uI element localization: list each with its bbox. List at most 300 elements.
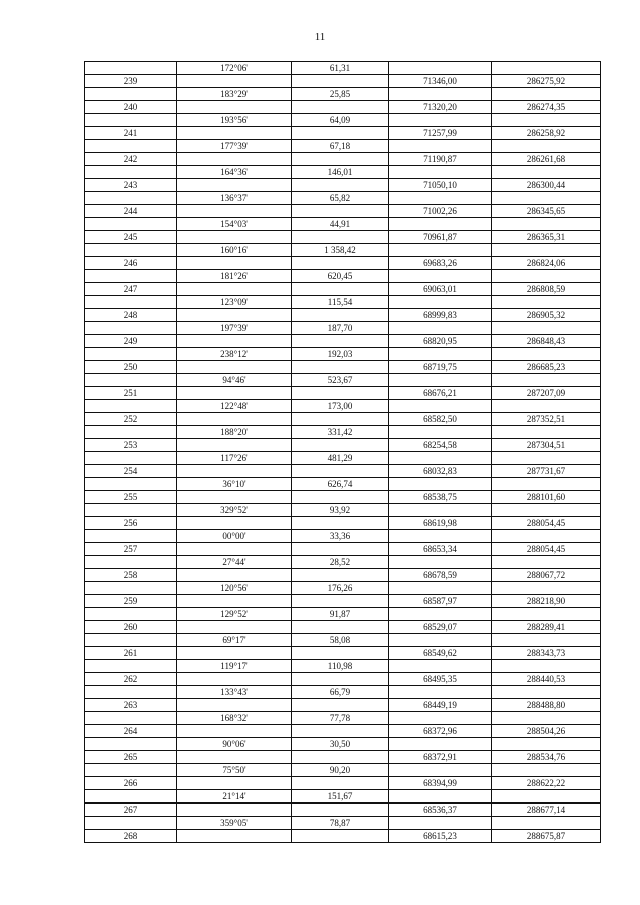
distance-cell	[292, 179, 389, 192]
bearing-cell: 168°32'	[177, 712, 292, 725]
x-coordinate-cell	[389, 817, 492, 830]
x-coordinate-cell: 70961,87	[389, 231, 492, 244]
x-coordinate-cell: 71190,87	[389, 153, 492, 166]
y-coordinate-cell	[492, 660, 601, 673]
table-row	[85, 62, 601, 75]
distance-cell: 67,18	[292, 140, 389, 153]
x-coordinate-cell	[389, 660, 492, 673]
distance-cell	[292, 127, 389, 140]
distance-cell	[292, 830, 389, 843]
bearing-cell: 119°17'	[177, 660, 292, 673]
bearing-cell	[177, 257, 292, 270]
table-row	[85, 504, 601, 517]
bearing-cell: 117°26'	[177, 452, 292, 465]
y-coordinate-cell: 286300,44	[492, 179, 601, 192]
point-number-cell: 244	[85, 205, 177, 218]
table-row	[85, 413, 601, 426]
point-number-cell: 258	[85, 569, 177, 582]
bearing-cell: 129°52'	[177, 608, 292, 621]
distance-cell: 192,03	[292, 348, 389, 361]
point-number-cell: 260	[85, 621, 177, 634]
bearing-cell: 164°36'	[177, 166, 292, 179]
point-number-cell	[85, 452, 177, 465]
y-coordinate-cell: 287207,09	[492, 387, 601, 400]
point-number-cell: 255	[85, 491, 177, 504]
distance-cell: 44,91	[292, 218, 389, 231]
y-coordinate-cell	[492, 322, 601, 335]
page-number: 11	[314, 31, 326, 43]
table-row	[85, 491, 601, 504]
y-coordinate-cell	[492, 608, 601, 621]
point-number-cell	[85, 478, 177, 491]
bearing-cell	[177, 387, 292, 400]
x-coordinate-cell	[389, 400, 492, 413]
x-coordinate-cell: 68449,19	[389, 699, 492, 712]
bearing-cell: 120°56'	[177, 582, 292, 595]
table-row	[85, 764, 601, 777]
y-coordinate-cell: 288622,22	[492, 777, 601, 790]
bearing-cell: 183°29'	[177, 88, 292, 101]
distance-cell	[292, 725, 389, 738]
distance-cell: 58,08	[292, 634, 389, 647]
x-coordinate-cell: 68372,91	[389, 751, 492, 764]
x-coordinate-cell: 68678,59	[389, 569, 492, 582]
x-coordinate-cell	[389, 244, 492, 257]
table-row	[85, 817, 601, 830]
table-row	[85, 335, 601, 348]
distance-cell: 33,36	[292, 530, 389, 543]
bearing-cell: 21°14'	[177, 790, 292, 804]
bearing-cell	[177, 777, 292, 790]
point-number-cell	[85, 634, 177, 647]
table-row	[85, 517, 601, 530]
bearing-cell	[177, 647, 292, 660]
y-coordinate-cell	[492, 114, 601, 127]
table-row	[85, 426, 601, 439]
x-coordinate-cell	[389, 192, 492, 205]
point-number-cell	[85, 270, 177, 283]
x-coordinate-cell	[389, 218, 492, 231]
y-coordinate-cell: 288054,45	[492, 517, 601, 530]
point-number-cell	[85, 556, 177, 569]
table-row	[85, 595, 601, 608]
x-coordinate-cell: 68653,34	[389, 543, 492, 556]
distance-cell: 151,67	[292, 790, 389, 804]
y-coordinate-cell	[492, 712, 601, 725]
x-coordinate-cell: 68254,58	[389, 439, 492, 452]
point-number-cell	[85, 244, 177, 257]
x-coordinate-cell: 68495,35	[389, 673, 492, 686]
y-coordinate-cell: 288054,45	[492, 543, 601, 556]
table-row	[85, 88, 601, 101]
point-number-cell	[85, 504, 177, 517]
x-coordinate-cell: 68615,23	[389, 830, 492, 843]
y-coordinate-cell: 286275,92	[492, 75, 601, 88]
table-row	[85, 647, 601, 660]
point-number-cell: 267	[85, 803, 177, 817]
y-coordinate-cell: 288504,26	[492, 725, 601, 738]
bearing-cell	[177, 127, 292, 140]
distance-cell	[292, 387, 389, 400]
y-coordinate-cell	[492, 426, 601, 439]
point-number-cell: 254	[85, 465, 177, 478]
point-number-cell: 261	[85, 647, 177, 660]
bearing-cell	[177, 830, 292, 843]
y-coordinate-cell: 286365,31	[492, 231, 601, 244]
table-row	[85, 244, 601, 257]
table-row	[85, 140, 601, 153]
y-coordinate-cell	[492, 400, 601, 413]
bearing-cell	[177, 725, 292, 738]
distance-cell: 331,42	[292, 426, 389, 439]
x-coordinate-cell: 71320,20	[389, 101, 492, 114]
distance-cell	[292, 309, 389, 322]
bearing-cell: 154°03'	[177, 218, 292, 231]
table-row	[85, 452, 601, 465]
x-coordinate-cell: 68587,97	[389, 595, 492, 608]
distance-cell	[292, 101, 389, 114]
table-row	[85, 673, 601, 686]
x-coordinate-cell: 71346,00	[389, 75, 492, 88]
table-row	[85, 738, 601, 751]
y-coordinate-cell: 286808,59	[492, 283, 601, 296]
bearing-cell	[177, 75, 292, 88]
table-row	[85, 478, 601, 491]
distance-cell	[292, 517, 389, 530]
x-coordinate-cell: 68582,50	[389, 413, 492, 426]
table-row	[85, 439, 601, 452]
table-row	[85, 621, 601, 634]
y-coordinate-cell	[492, 504, 601, 517]
bearing-cell	[177, 361, 292, 374]
point-number-cell	[85, 140, 177, 153]
bearing-cell: 181°26'	[177, 270, 292, 283]
table-row	[85, 686, 601, 699]
point-number-cell: 247	[85, 283, 177, 296]
table-row	[85, 322, 601, 335]
point-number-cell	[85, 817, 177, 830]
y-coordinate-cell	[492, 452, 601, 465]
table-row	[85, 257, 601, 270]
x-coordinate-cell: 68619,98	[389, 517, 492, 530]
bearing-cell: 238°12'	[177, 348, 292, 361]
bearing-cell: 94°46'	[177, 374, 292, 387]
table-row	[85, 660, 601, 673]
y-coordinate-cell	[492, 270, 601, 283]
y-coordinate-cell	[492, 556, 601, 569]
point-number-cell: 253	[85, 439, 177, 452]
table-row	[85, 712, 601, 725]
bearing-cell	[177, 153, 292, 166]
y-coordinate-cell: 288488,80	[492, 699, 601, 712]
y-coordinate-cell	[492, 244, 601, 257]
distance-cell: 64,09	[292, 114, 389, 127]
table-row	[85, 166, 601, 179]
bearing-cell	[177, 309, 292, 322]
distance-cell: 65,82	[292, 192, 389, 205]
y-coordinate-cell: 288101,60	[492, 491, 601, 504]
table-row	[85, 790, 601, 804]
point-number-cell	[85, 530, 177, 543]
point-number-cell	[85, 608, 177, 621]
distance-cell	[292, 751, 389, 764]
x-coordinate-cell: 68536,37	[389, 803, 492, 817]
distance-cell: 66,79	[292, 686, 389, 699]
point-number-cell: 239	[85, 75, 177, 88]
point-number-cell: 252	[85, 413, 177, 426]
point-number-cell: 266	[85, 777, 177, 790]
bearing-cell	[177, 569, 292, 582]
x-coordinate-cell	[389, 374, 492, 387]
bearing-cell: 36°10'	[177, 478, 292, 491]
y-coordinate-cell	[492, 296, 601, 309]
table-row	[85, 543, 601, 556]
table-row	[85, 153, 601, 166]
bearing-cell	[177, 179, 292, 192]
y-coordinate-cell	[492, 530, 601, 543]
table-row	[85, 751, 601, 764]
table-row	[85, 192, 601, 205]
point-number-cell	[85, 790, 177, 804]
y-coordinate-cell	[492, 634, 601, 647]
point-number-cell	[85, 426, 177, 439]
bearing-cell	[177, 231, 292, 244]
y-coordinate-cell	[492, 764, 601, 777]
table-row	[85, 205, 601, 218]
point-number-cell: 249	[85, 335, 177, 348]
x-coordinate-cell: 71257,99	[389, 127, 492, 140]
bearing-cell	[177, 205, 292, 218]
distance-cell	[292, 205, 389, 218]
x-coordinate-cell	[389, 114, 492, 127]
bearing-cell: 00°00'	[177, 530, 292, 543]
bearing-cell: 177°39'	[177, 140, 292, 153]
table-row	[85, 114, 601, 127]
point-number-cell: 262	[85, 673, 177, 686]
bearing-cell: 90°06'	[177, 738, 292, 751]
point-number-cell	[85, 582, 177, 595]
x-coordinate-cell: 71050,10	[389, 179, 492, 192]
point-number-cell	[85, 712, 177, 725]
distance-cell: 626,74	[292, 478, 389, 491]
bearing-cell: 188°20'	[177, 426, 292, 439]
y-coordinate-cell: 286848,43	[492, 335, 601, 348]
x-coordinate-cell	[389, 686, 492, 699]
x-coordinate-cell	[389, 608, 492, 621]
x-coordinate-cell: 68549,62	[389, 647, 492, 660]
bearing-cell	[177, 491, 292, 504]
point-number-cell	[85, 62, 177, 75]
x-coordinate-cell	[389, 296, 492, 309]
table-row	[85, 296, 601, 309]
point-number-cell: 268	[85, 830, 177, 843]
distance-cell	[292, 647, 389, 660]
bearing-cell: 133°43'	[177, 686, 292, 699]
x-coordinate-cell: 68538,75	[389, 491, 492, 504]
distance-cell: 28,52	[292, 556, 389, 569]
table-row	[85, 283, 601, 296]
table-row	[85, 361, 601, 374]
y-coordinate-cell: 288343,73	[492, 647, 601, 660]
y-coordinate-cell	[492, 374, 601, 387]
distance-cell: 187,70	[292, 322, 389, 335]
y-coordinate-cell	[492, 192, 601, 205]
y-coordinate-cell	[492, 166, 601, 179]
point-number-cell	[85, 218, 177, 231]
distance-cell: 30,50	[292, 738, 389, 751]
x-coordinate-cell	[389, 452, 492, 465]
y-coordinate-cell: 287352,51	[492, 413, 601, 426]
bearing-cell: 136°37'	[177, 192, 292, 205]
table-row	[85, 400, 601, 413]
point-number-cell	[85, 764, 177, 777]
y-coordinate-cell: 286345,65	[492, 205, 601, 218]
table-row	[85, 777, 601, 790]
table-row	[85, 309, 601, 322]
point-number-cell: 265	[85, 751, 177, 764]
distance-cell: 481,29	[292, 452, 389, 465]
x-coordinate-cell: 68820,95	[389, 335, 492, 348]
point-number-cell: 246	[85, 257, 177, 270]
bearing-cell: 122°48'	[177, 400, 292, 413]
bearing-cell	[177, 465, 292, 478]
bearing-cell	[177, 699, 292, 712]
distance-cell: 78,87	[292, 817, 389, 830]
table-row	[85, 830, 601, 843]
y-coordinate-cell	[492, 140, 601, 153]
x-coordinate-cell: 68372,96	[389, 725, 492, 738]
point-number-cell: 257	[85, 543, 177, 556]
distance-cell: 93,92	[292, 504, 389, 517]
point-number-cell	[85, 738, 177, 751]
table-row	[85, 699, 601, 712]
distance-cell	[292, 439, 389, 452]
distance-cell: 1 358,42	[292, 244, 389, 257]
distance-cell: 523,67	[292, 374, 389, 387]
x-coordinate-cell	[389, 348, 492, 361]
bearing-cell	[177, 101, 292, 114]
y-coordinate-cell: 288218,90	[492, 595, 601, 608]
distance-cell	[292, 231, 389, 244]
distance-cell	[292, 465, 389, 478]
x-coordinate-cell: 68394,99	[389, 777, 492, 790]
y-coordinate-cell: 287304,51	[492, 439, 601, 452]
y-coordinate-cell	[492, 582, 601, 595]
distance-cell: 146,01	[292, 166, 389, 179]
y-coordinate-cell: 288677,14	[492, 803, 601, 817]
y-coordinate-cell	[492, 817, 601, 830]
y-coordinate-cell	[492, 686, 601, 699]
point-number-cell: 251	[85, 387, 177, 400]
distance-cell: 90,20	[292, 764, 389, 777]
bearing-cell	[177, 335, 292, 348]
x-coordinate-cell	[389, 140, 492, 153]
y-coordinate-cell	[492, 738, 601, 751]
table-row	[85, 387, 601, 400]
x-coordinate-cell: 69063,01	[389, 283, 492, 296]
table-row	[85, 803, 601, 817]
distance-cell: 110,98	[292, 660, 389, 673]
distance-cell	[292, 153, 389, 166]
bearing-cell: 160°16'	[177, 244, 292, 257]
y-coordinate-cell	[492, 88, 601, 101]
y-coordinate-cell: 287731,67	[492, 465, 601, 478]
x-coordinate-cell	[389, 790, 492, 804]
table-row	[85, 127, 601, 140]
y-coordinate-cell: 288675,87	[492, 830, 601, 843]
distance-cell	[292, 413, 389, 426]
table-row	[85, 374, 601, 387]
x-coordinate-cell: 68999,83	[389, 309, 492, 322]
point-number-cell	[85, 166, 177, 179]
distance-cell	[292, 543, 389, 556]
distance-cell	[292, 699, 389, 712]
point-number-cell: 245	[85, 231, 177, 244]
distance-cell: 25,85	[292, 88, 389, 101]
table-row	[85, 530, 601, 543]
coordinates-table-body	[85, 62, 601, 843]
distance-cell	[292, 283, 389, 296]
table-row	[85, 231, 601, 244]
distance-cell: 115,54	[292, 296, 389, 309]
point-number-cell: 263	[85, 699, 177, 712]
bearing-cell	[177, 751, 292, 764]
y-coordinate-cell: 288440,53	[492, 673, 601, 686]
distance-cell	[292, 673, 389, 686]
y-coordinate-cell	[492, 218, 601, 231]
x-coordinate-cell	[389, 62, 492, 75]
point-number-cell	[85, 192, 177, 205]
x-coordinate-cell: 69683,26	[389, 257, 492, 270]
x-coordinate-cell	[389, 764, 492, 777]
bearing-cell: 359°05'	[177, 817, 292, 830]
distance-cell	[292, 361, 389, 374]
point-number-cell: 256	[85, 517, 177, 530]
point-number-cell	[85, 374, 177, 387]
table-row	[85, 465, 601, 478]
x-coordinate-cell	[389, 426, 492, 439]
x-coordinate-cell: 68719,75	[389, 361, 492, 374]
x-coordinate-cell	[389, 322, 492, 335]
distance-cell	[292, 803, 389, 817]
y-coordinate-cell: 286261,68	[492, 153, 601, 166]
point-number-cell: 248	[85, 309, 177, 322]
table-row	[85, 608, 601, 621]
distance-cell: 61,31	[292, 62, 389, 75]
distance-cell: 620,45	[292, 270, 389, 283]
distance-cell	[292, 75, 389, 88]
x-coordinate-cell	[389, 530, 492, 543]
x-coordinate-cell: 71002,26	[389, 205, 492, 218]
x-coordinate-cell	[389, 556, 492, 569]
distance-cell: 176,26	[292, 582, 389, 595]
bearing-cell	[177, 673, 292, 686]
y-coordinate-cell	[492, 62, 601, 75]
x-coordinate-cell	[389, 88, 492, 101]
point-number-cell: 243	[85, 179, 177, 192]
table-row	[85, 582, 601, 595]
y-coordinate-cell: 286685,23	[492, 361, 601, 374]
point-number-cell: 250	[85, 361, 177, 374]
distance-cell: 77,78	[292, 712, 389, 725]
x-coordinate-cell	[389, 634, 492, 647]
bearing-cell	[177, 283, 292, 296]
y-coordinate-cell: 288289,41	[492, 621, 601, 634]
point-number-cell	[85, 686, 177, 699]
point-number-cell	[85, 400, 177, 413]
x-coordinate-cell	[389, 166, 492, 179]
x-coordinate-cell	[389, 504, 492, 517]
